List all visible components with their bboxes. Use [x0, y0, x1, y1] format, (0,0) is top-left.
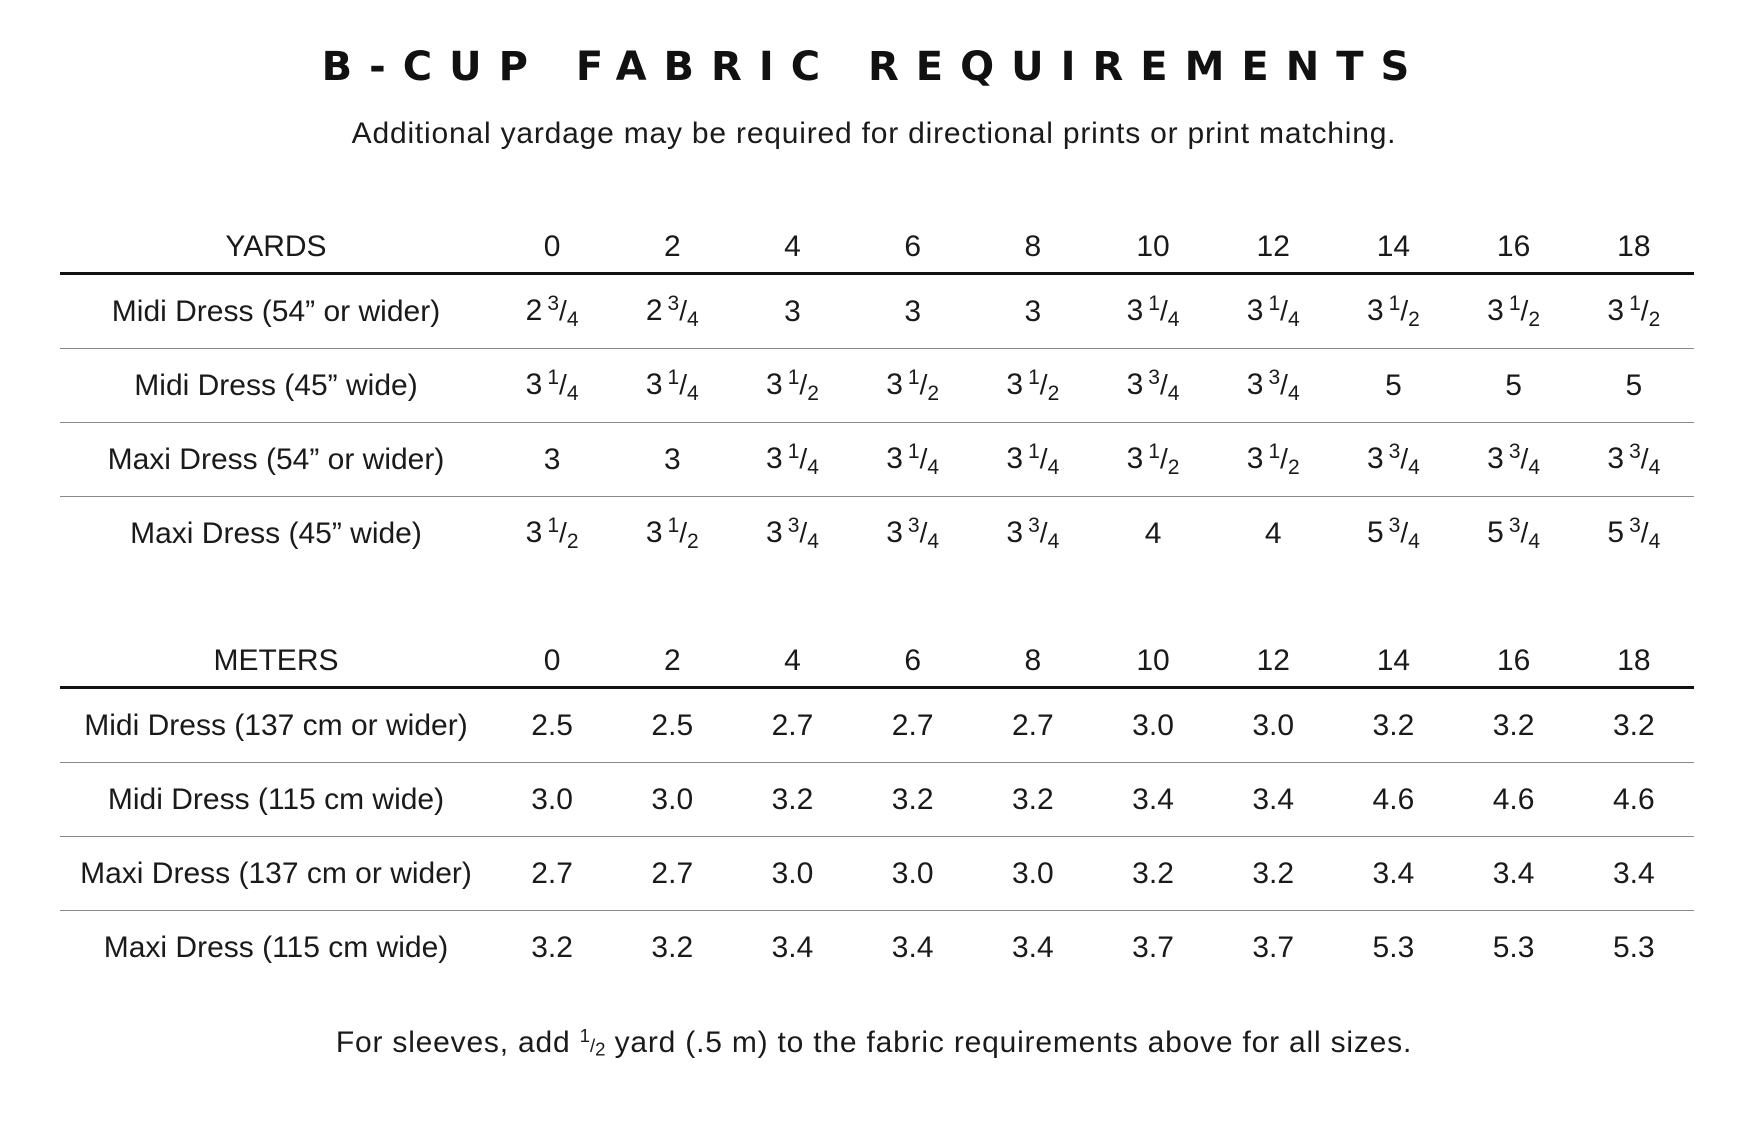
fraction	[787, 513, 819, 553]
requirement-cell	[1574, 423, 1694, 497]
size-header: 2	[612, 636, 732, 688]
fraction	[787, 439, 819, 479]
requirement-cell	[853, 423, 973, 497]
requirement-cell: 4	[1144, 516, 1162, 550]
requirement-cell: 5	[1574, 349, 1694, 423]
denominator: 4	[687, 381, 699, 405]
requirement-cell: 3.7	[1132, 930, 1174, 964]
size-header: 6	[853, 636, 973, 688]
requirement-cell: 3.2	[1333, 688, 1453, 763]
requirement-cell	[1093, 349, 1213, 423]
whole-number: 3	[1487, 441, 1504, 475]
whole-number: 3	[886, 515, 903, 549]
numerator: 1	[907, 365, 920, 389]
numerator: 1	[1148, 291, 1160, 315]
requirement-cell	[1574, 274, 1694, 349]
requirement-cell: 3.0	[1093, 688, 1213, 763]
requirement-cell	[492, 497, 612, 571]
size-header: 12	[1213, 636, 1333, 688]
yards-row	[60, 349, 1694, 423]
requirement-cell: 3.2	[531, 930, 573, 964]
denominator: 4	[807, 529, 819, 553]
requirement-cell: 3.2	[651, 930, 694, 964]
numerator: 1	[1388, 291, 1401, 315]
numerator: 3	[1629, 439, 1641, 463]
requirement-cell	[1093, 423, 1213, 497]
denominator: 4	[1287, 307, 1300, 331]
fraction	[547, 291, 579, 331]
requirement-cell	[492, 274, 612, 349]
fraction-slash: /	[1039, 516, 1048, 548]
requirement-cell	[1213, 423, 1333, 497]
page-subtitle: Additional yardage may be required for directional prints or print matching.	[351, 117, 1397, 150]
requirement-cell: 3.4	[891, 930, 934, 964]
sleeves-note-start: For sleeves, add	[335, 1026, 580, 1060]
meters-unit-label: METERS	[60, 636, 492, 688]
fraction-slash: /	[1400, 442, 1409, 474]
whole-number: 3	[1126, 441, 1144, 475]
fraction	[1028, 365, 1060, 405]
numerator: 3	[1629, 513, 1641, 537]
fraction	[1268, 439, 1300, 479]
requirement-cell	[973, 497, 1093, 571]
whole-number: 3	[1246, 293, 1264, 327]
whole-number: 3	[525, 367, 543, 401]
fraction-slash: /	[1280, 368, 1288, 400]
requirement-cell: 3.2	[853, 763, 973, 837]
denominator: 4	[1047, 455, 1060, 479]
denominator: 4	[1167, 307, 1180, 331]
requirement-cell: 3.2	[1213, 837, 1333, 911]
whole-number: 3	[1487, 293, 1504, 327]
size-header: 16	[1454, 222, 1574, 274]
fraction	[1148, 365, 1180, 405]
whole-number: 3	[1366, 293, 1384, 327]
requirement-cell	[732, 349, 852, 423]
meters-table	[60, 636, 1694, 984]
requirement-cell: 3.0	[973, 837, 1093, 911]
whole-number: 3	[766, 515, 783, 549]
numerator: 1	[1028, 439, 1040, 463]
denominator: 4	[1528, 455, 1541, 479]
fraction-slash: /	[799, 516, 808, 548]
fraction-slash: /	[679, 516, 688, 548]
sleeves-note-end: yard (.5 m) to the fabric requirements above for all sizes.	[605, 1026, 1413, 1060]
fraction	[1629, 513, 1661, 553]
denominator: 4	[1047, 529, 1060, 553]
requirement-cell: 3.2	[1093, 837, 1213, 911]
yards-table	[60, 222, 1694, 570]
numerator: 3	[1508, 439, 1521, 463]
whole-number: 5	[1607, 515, 1625, 549]
whole-number: 3	[886, 441, 903, 475]
numerator: 1	[787, 365, 800, 389]
whole-number: 3	[1126, 293, 1144, 327]
denominator: 2	[687, 529, 699, 553]
denominator: 4	[1287, 381, 1300, 405]
whole-number: 3	[766, 441, 783, 475]
numerator: 1	[1028, 365, 1040, 389]
whole-number: 3	[1006, 367, 1024, 401]
fraction-slash: /	[1400, 516, 1409, 548]
requirement-cell	[1454, 274, 1574, 349]
requirement-cell: 2.7	[732, 688, 852, 763]
numerator: 1	[547, 365, 560, 389]
garment-label: Maxi Dress (115 cm wide)	[103, 930, 449, 964]
fraction-slash: /	[1039, 442, 1048, 474]
requirement-cell	[492, 349, 612, 423]
denominator: 2	[927, 381, 940, 405]
requirement-cell: 4	[1264, 516, 1282, 550]
size-header: 10	[1093, 636, 1213, 688]
requirement-cell	[612, 349, 732, 423]
requirement-cell: 3	[853, 274, 973, 349]
fraction-denominator: 2	[595, 1038, 606, 1060]
fraction	[1148, 291, 1180, 331]
size-header: 0	[492, 222, 612, 274]
denominator: 4	[807, 455, 819, 479]
requirement-cell: 3.4	[1213, 763, 1333, 837]
requirement-cell	[853, 349, 973, 423]
requirement-cell: 4.6	[1333, 763, 1453, 837]
requirement-cell: 3.4	[1093, 763, 1213, 837]
meters-row	[60, 688, 1694, 763]
size-header: 6	[853, 222, 973, 274]
requirement-cell: 3	[612, 423, 732, 497]
requirement-cell: 5.3	[1372, 930, 1415, 964]
fraction-slash: /	[1520, 294, 1529, 326]
meters-table-body	[60, 688, 1694, 985]
whole-number: 3	[1246, 367, 1264, 401]
numerator: 3	[1388, 439, 1401, 463]
fraction-slash: /	[1159, 442, 1168, 474]
whole-number: 3	[766, 367, 783, 401]
requirement-cell: 5	[1333, 349, 1453, 423]
whole-number: 3	[1607, 293, 1625, 327]
fraction-slash: /	[1520, 516, 1529, 548]
size-header: 10	[1093, 222, 1213, 274]
size-header: 8	[973, 636, 1093, 688]
denominator: 4	[1528, 529, 1541, 553]
denominator: 2	[807, 381, 819, 405]
requirement-cell	[1093, 274, 1213, 349]
requirement-cell: 4.6	[1574, 763, 1694, 837]
requirement-cell: 3	[973, 274, 1093, 349]
requirement-cell: 3.2	[1454, 688, 1574, 763]
numerator: 1	[547, 513, 560, 537]
fraction-slash: /	[799, 442, 808, 474]
numerator: 3	[787, 513, 800, 537]
garment-label: Midi Dress (137 cm or wider)	[60, 688, 492, 763]
requirement-cell: 2.7	[973, 688, 1093, 763]
requirement-cell: 3	[732, 274, 852, 349]
fraction	[1508, 291, 1541, 331]
requirement-cell	[1454, 497, 1574, 571]
sleeves-note	[0, 1025, 1748, 1061]
requirement-cell	[1574, 497, 1694, 571]
size-header: 0	[492, 636, 612, 688]
yards-unit-label: YARDS	[60, 222, 492, 274]
requirement-cell: 3.2	[732, 763, 852, 837]
fraction-slash: /	[1400, 294, 1409, 326]
numerator: 1	[667, 365, 680, 389]
whole-number: 5	[1366, 515, 1384, 549]
fraction-slash: /	[919, 516, 928, 548]
fraction	[907, 439, 940, 479]
numerator: 3	[1028, 513, 1040, 537]
fraction-slash: /	[1280, 442, 1288, 474]
denominator: 2	[1287, 455, 1300, 479]
size-header: 2	[612, 222, 732, 274]
denominator: 2	[1408, 307, 1420, 331]
fraction-slash: /	[1640, 294, 1649, 326]
denominator: 4	[566, 381, 579, 405]
size-header: 4	[732, 222, 852, 274]
whole-number: 3	[1366, 441, 1384, 475]
fraction-slash: /	[559, 294, 567, 326]
size-header: 8	[973, 222, 1093, 274]
requirement-cell	[732, 423, 852, 497]
requirement-cell: 5.3	[1492, 930, 1535, 964]
requirement-cell: 2.7	[492, 837, 612, 911]
requirement-cell	[612, 497, 732, 571]
fraction	[1508, 439, 1541, 479]
requirement-cell	[612, 274, 732, 349]
numerator: 3	[547, 291, 560, 315]
denominator: 4	[927, 529, 940, 553]
meters-row	[60, 911, 1694, 985]
garment-label: Maxi Dress (54” or wider)	[60, 423, 492, 497]
whole-number: 3	[645, 367, 663, 401]
requirement-cell	[1454, 423, 1574, 497]
fraction	[547, 513, 579, 553]
garment-label: Midi Dress (45” wide)	[60, 349, 492, 423]
fraction	[907, 365, 940, 405]
whole-number: 3	[525, 515, 543, 549]
requirement-cell: 3.7	[1252, 930, 1295, 964]
fraction-slash: /	[559, 516, 567, 548]
requirement-cell	[732, 497, 852, 571]
yards-table-body	[60, 274, 1694, 571]
requirement-cell: 3.0	[492, 763, 612, 837]
requirement-cell: 5.3	[1612, 930, 1655, 964]
yards-row	[60, 274, 1694, 349]
numerator: 3	[1508, 513, 1521, 537]
fraction	[787, 365, 819, 405]
denominator: 4	[1167, 381, 1180, 405]
fraction	[1028, 513, 1060, 553]
requirement-cell: 3.0	[612, 763, 732, 837]
requirement-cell	[1213, 274, 1333, 349]
requirement-cell: 2.7	[853, 688, 973, 763]
requirement-cell: 3.4	[1333, 837, 1453, 911]
numerator: 3	[1268, 365, 1281, 389]
denominator: 2	[566, 529, 579, 553]
numerator: 3	[1148, 365, 1160, 389]
whole-number: 2	[645, 293, 663, 327]
denominator: 4	[566, 307, 579, 331]
fraction-slash: /	[679, 294, 688, 326]
requirement-cell	[1333, 423, 1453, 497]
whole-number: 3	[645, 515, 663, 549]
fraction	[667, 291, 699, 331]
fraction-slash: /	[799, 368, 808, 400]
fraction	[1508, 513, 1541, 553]
numerator: 1	[1268, 439, 1281, 463]
denominator: 4	[1408, 529, 1420, 553]
fraction-slash: /	[919, 442, 928, 474]
whole-number: 3	[1607, 441, 1625, 475]
numerator: 1	[787, 439, 800, 463]
whole-number: 3	[886, 367, 903, 401]
fraction-slash: /	[919, 368, 928, 400]
size-header: 14	[1333, 636, 1453, 688]
denominator: 4	[1408, 455, 1420, 479]
fraction	[1629, 439, 1661, 479]
numerator: 1	[667, 513, 680, 537]
fraction	[1268, 291, 1300, 331]
requirement-cell: 3.4	[771, 930, 814, 964]
fraction	[907, 513, 940, 553]
requirement-cell: 2.5	[492, 688, 612, 763]
requirement-cell: 3.2	[1574, 688, 1694, 763]
requirement-cell: 3.4	[1574, 837, 1694, 911]
requirement-cell: 3.4	[1454, 837, 1574, 911]
denominator: 4	[687, 307, 699, 331]
fraction	[1388, 291, 1420, 331]
fraction-slash: /	[1039, 368, 1048, 400]
fraction-slash: /	[1280, 294, 1288, 326]
size-header: 14	[1333, 222, 1453, 274]
requirement-cell	[973, 423, 1093, 497]
half-fraction: 1/2	[579, 1025, 606, 1060]
numerator: 1	[1268, 291, 1281, 315]
numerator: 1	[1148, 439, 1160, 463]
numerator: 3	[907, 513, 920, 537]
denominator: 2	[1167, 455, 1180, 479]
denominator: 2	[1528, 307, 1541, 331]
page-title: B-CUP FABRIC REQUIREMENTS	[321, 44, 1427, 90]
size-header: 18	[1574, 222, 1694, 274]
requirement-cell	[973, 349, 1093, 423]
requirement-cell: 2.5	[612, 688, 732, 763]
denominator: 2	[1648, 307, 1661, 331]
whole-number: 2	[525, 293, 543, 327]
requirement-cell: 3.0	[1213, 688, 1333, 763]
denominator: 2	[1047, 381, 1060, 405]
whole-number: 3	[1126, 367, 1144, 401]
numerator: 1	[1629, 291, 1641, 315]
requirement-cell: 3	[492, 423, 612, 497]
garment-label: Maxi Dress (45” wide)	[130, 516, 422, 550]
fraction-numerator: 1	[579, 1025, 590, 1046]
requirement-cell	[1333, 497, 1453, 571]
fraction	[547, 365, 579, 405]
meters-row	[60, 763, 1694, 837]
requirement-cell: 2.7	[612, 837, 732, 911]
fraction	[1388, 439, 1420, 479]
requirement-cell	[1333, 274, 1453, 349]
fraction-slash: /	[1520, 442, 1529, 474]
whole-number: 3	[1006, 441, 1024, 475]
requirement-cell: 3.0	[732, 837, 852, 911]
fraction-slash: /	[559, 368, 567, 400]
yards-row	[60, 423, 1694, 497]
garment-label: Midi Dress (54” or wider)	[60, 274, 492, 349]
size-header: 4	[732, 636, 852, 688]
fraction-slash: /	[1640, 516, 1649, 548]
requirement-cell	[853, 497, 973, 571]
denominator: 4	[1648, 529, 1661, 553]
fraction-slash: /	[679, 368, 688, 400]
fraction-slash: /	[1159, 294, 1168, 326]
fraction	[1629, 291, 1661, 331]
numerator: 3	[667, 291, 680, 315]
yards-row	[60, 497, 1694, 571]
fraction-slash: /	[1640, 442, 1649, 474]
garment-label: Midi Dress (115 cm wide)	[60, 763, 492, 837]
whole-number: 3	[1246, 441, 1264, 475]
fraction	[667, 513, 699, 553]
requirement-cell: 3.4	[1011, 930, 1054, 964]
meters-row	[60, 837, 1694, 911]
garment-label: Maxi Dress (137 cm or wider)	[60, 837, 492, 911]
denominator: 4	[927, 455, 940, 479]
numerator: 1	[1508, 291, 1521, 315]
denominator: 4	[1648, 455, 1661, 479]
requirement-cell: 5	[1454, 349, 1574, 423]
requirement-cell: 3.2	[973, 763, 1093, 837]
whole-number: 3	[1006, 515, 1024, 549]
fraction	[1268, 365, 1300, 405]
meters-header-row	[60, 636, 1694, 688]
requirement-cell: 4.6	[1454, 763, 1574, 837]
fraction-slash: /	[1159, 368, 1168, 400]
yards-header-row	[60, 222, 1694, 274]
size-header: 16	[1454, 636, 1574, 688]
fraction	[1028, 439, 1060, 479]
whole-number: 5	[1487, 515, 1504, 549]
numerator: 1	[907, 439, 920, 463]
fraction	[1148, 439, 1180, 479]
requirement-cell: 3.0	[853, 837, 973, 911]
size-header: 12	[1213, 222, 1333, 274]
requirement-cell	[1213, 349, 1333, 423]
fraction	[667, 365, 699, 405]
fraction	[1388, 513, 1420, 553]
size-header: 18	[1574, 636, 1694, 688]
numerator: 3	[1388, 513, 1401, 537]
